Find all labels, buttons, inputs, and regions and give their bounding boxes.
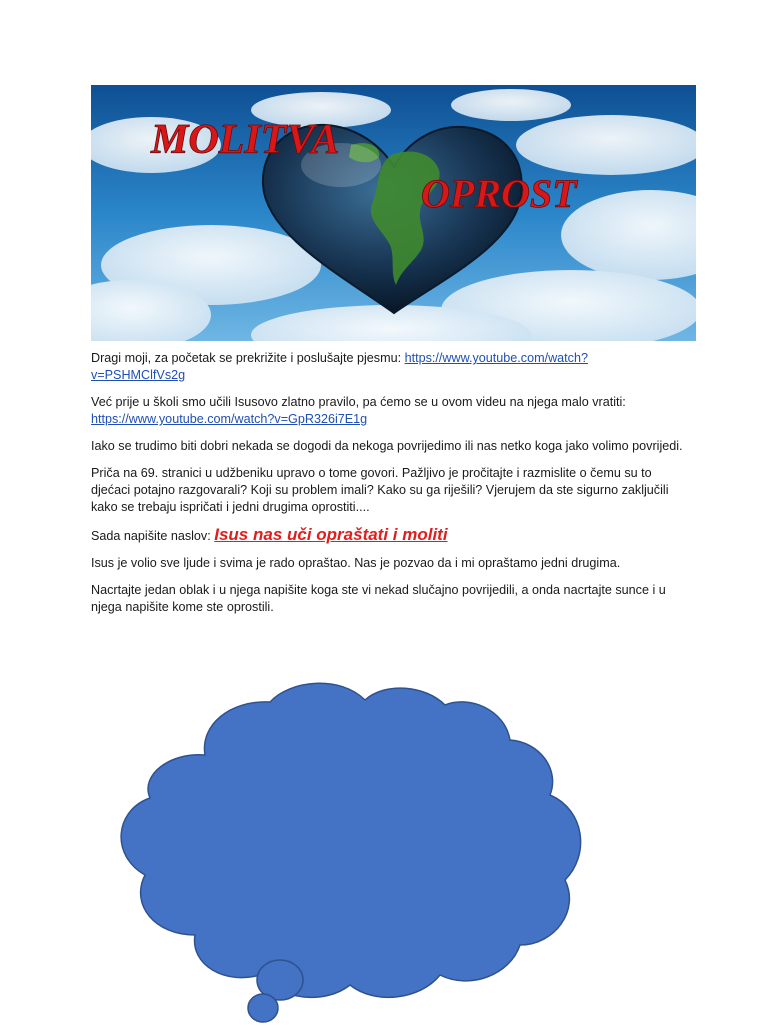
golden-rule-text: Već prije u školi smo učili Isusovo zlatno pravilo, pa ćemo se u ovom videu na njega malo vratiti: <box>91 395 626 409</box>
heading-prefix: Sada napišite naslov: <box>91 529 215 543</box>
thought-cloud <box>100 670 600 1024</box>
intro-text: Dragi moji, za početak se prekrižite i poslušajte pjesmu: <box>91 351 405 365</box>
paragraph-story: Priča na 69. stranici u udžbeniku upravo o tome govori. Pažljivo je pročitajte i razmislite o čemu su to djećaci potajno razgovarali? Koji su problem imali? Kako su ga riješili? Vjerujem da ste sigurno zaključili kako se trebaju ispričati i jedni drugima oprostiti.... <box>91 466 669 514</box>
cloud-body <box>121 683 581 997</box>
heading-instruction <box>91 526 691 545</box>
cloud-bubble-small <box>248 994 278 1022</box>
lesson-title: Isus nas uči opraštati i moliti <box>214 525 448 544</box>
document-body <box>91 350 691 626</box>
song-link[interactable]: https://www.youtube.com/watch? v=PSHMClfVs2g <box>91 351 588 382</box>
paragraph-golden-rule <box>91 394 691 428</box>
paragraph-hurt: Iako se trudimo biti dobri nekada se dogodi da nekoga povrijedimo ili nas netko koga jako volimo povrijedi. <box>91 439 683 453</box>
banner-word-molitva: MOLITVA <box>151 117 340 163</box>
thought-cloud-shape <box>100 670 600 1024</box>
paragraph-drawing-task: Nacrtajte jedan oblak i u njega napišite koga ste vi nekad slučajno povrijedili, a onda nacrtajte sunce i u njega napišite kome ste oprostili. <box>91 583 666 614</box>
banner-illustration <box>91 85 696 341</box>
video-link[interactable]: https://www.youtube.com/watch?v=GpR326i7E1g <box>91 412 368 426</box>
banner-word-oprost: OPROST <box>421 171 577 216</box>
paragraph-intro <box>91 350 691 384</box>
banner-image <box>91 85 696 341</box>
paragraph-jesus-forgave: Isus je volio sve ljude i svima je rado opraštao. Nas je pozvao da i mi opraštamo jedni drugima. <box>91 556 621 570</box>
